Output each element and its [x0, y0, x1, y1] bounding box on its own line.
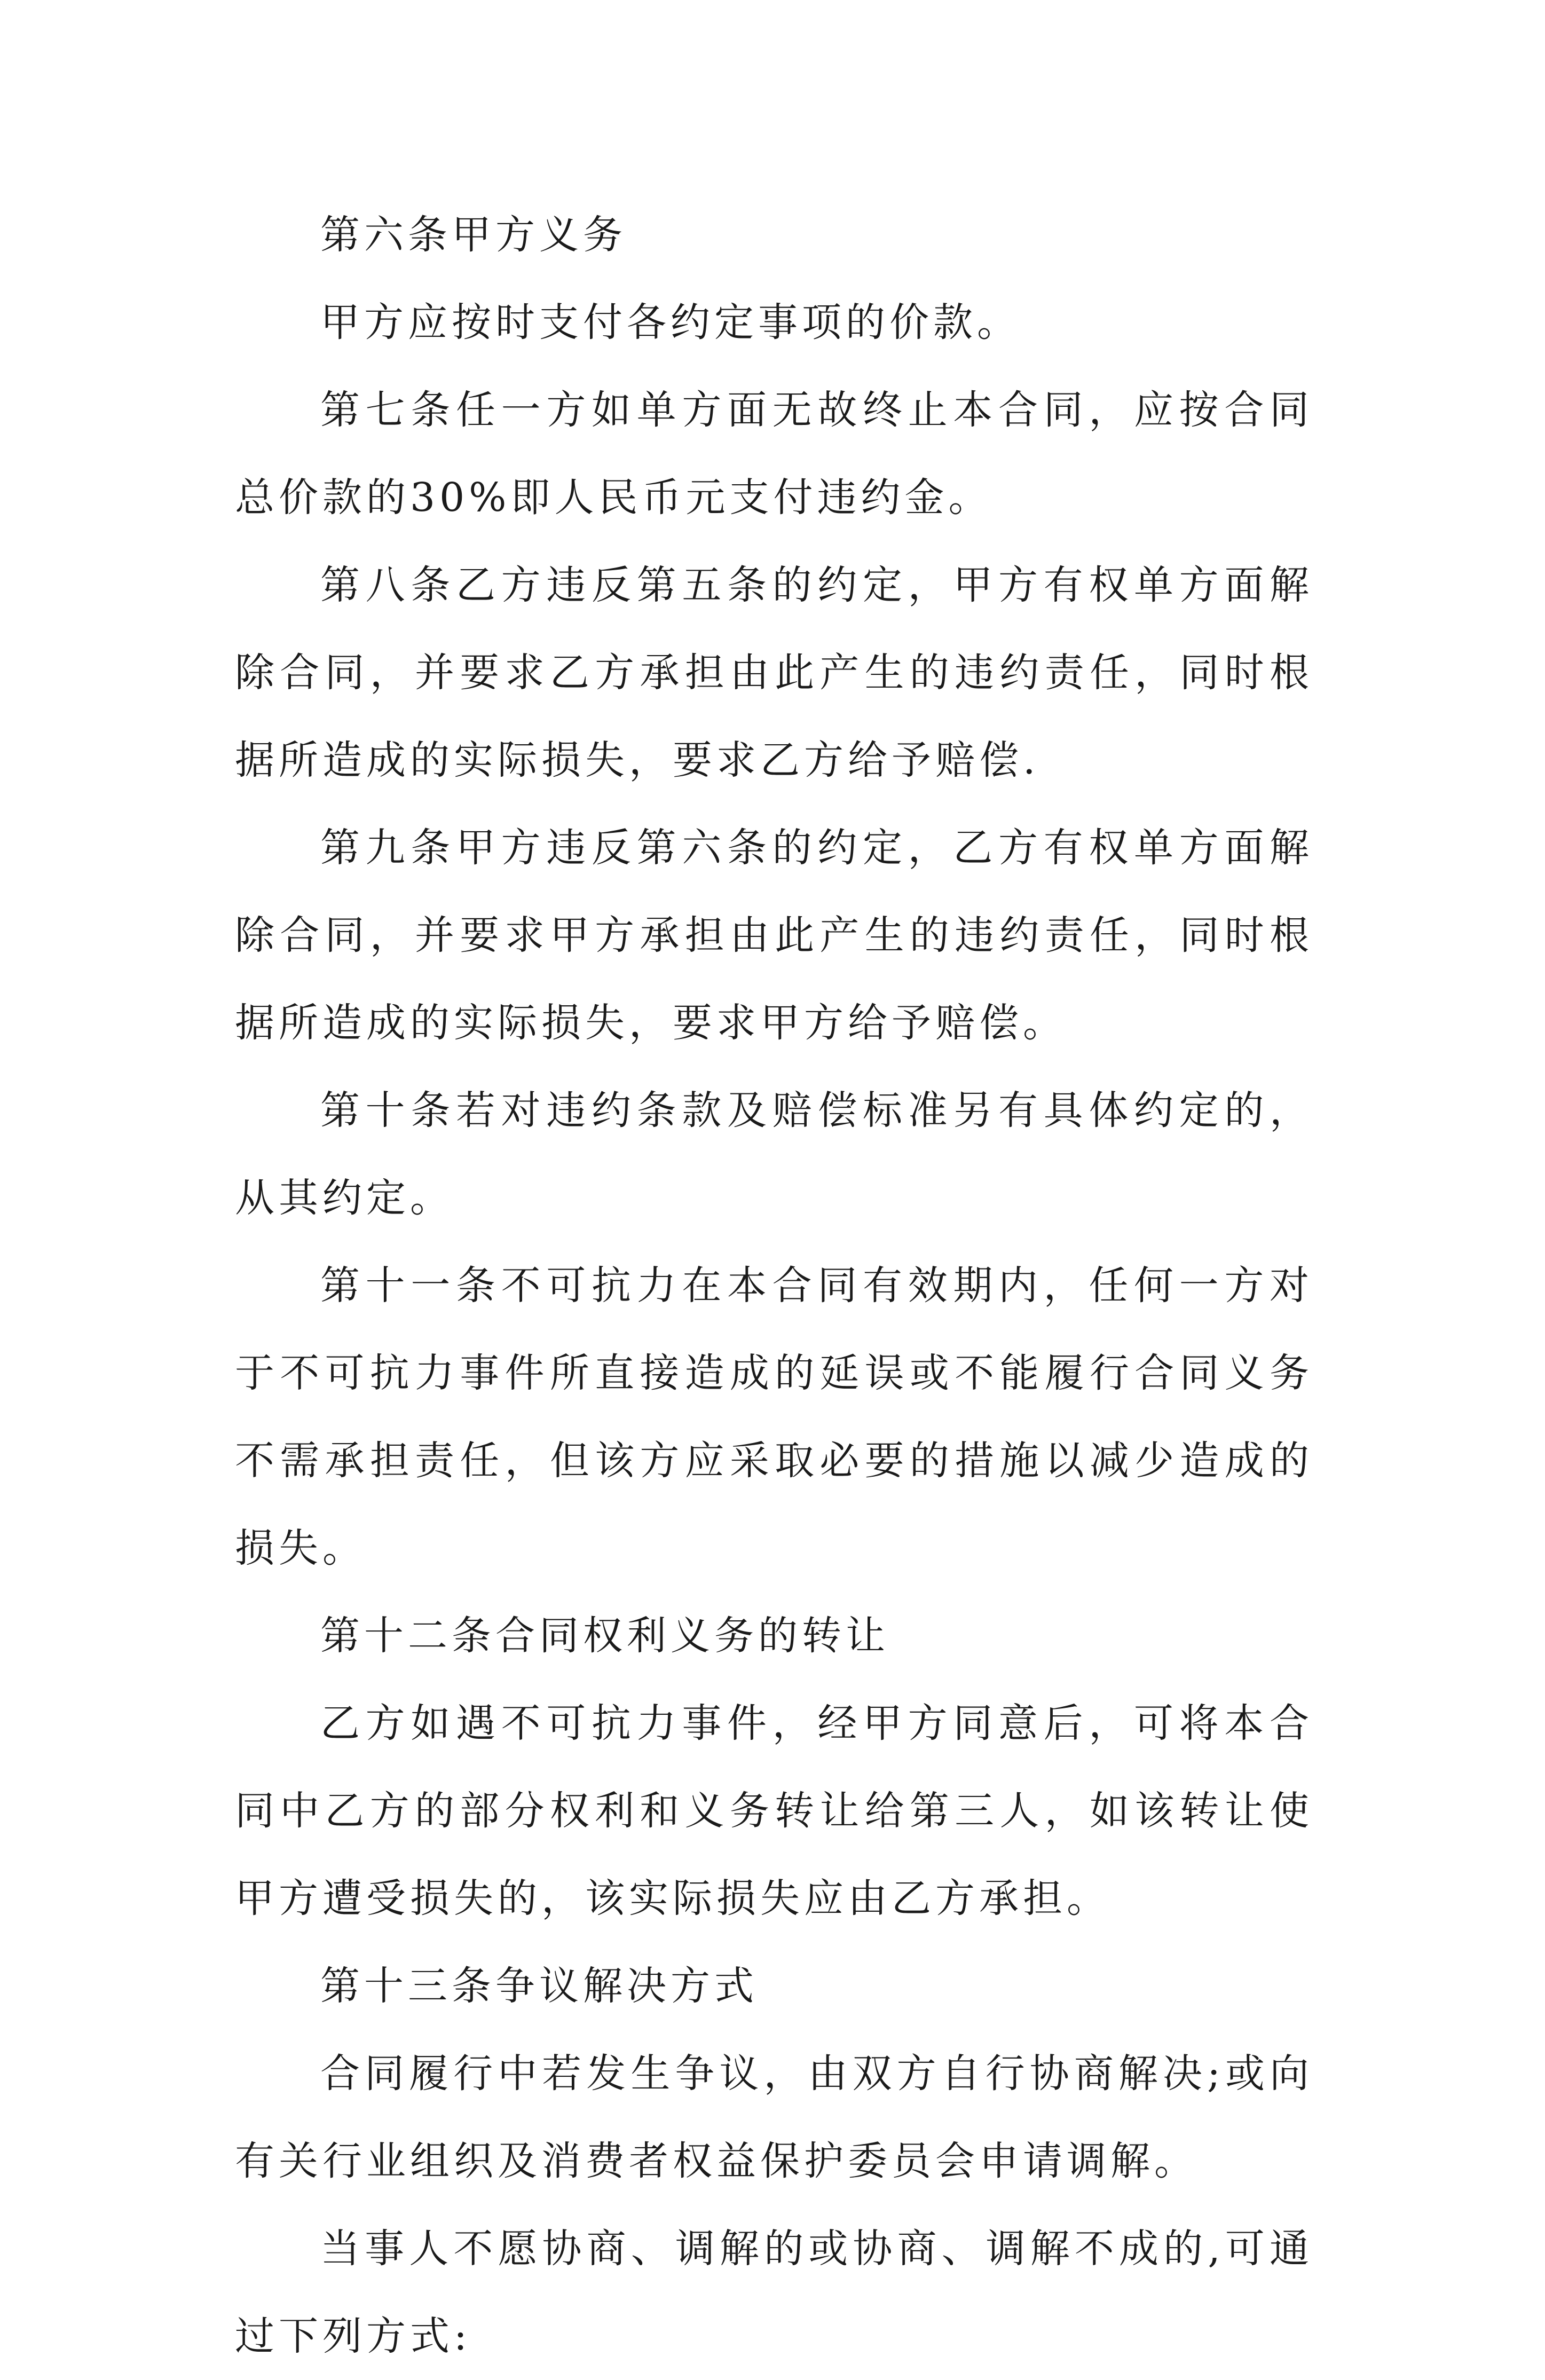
contract-text: [235, 191, 1313, 2380]
paragraph-article-11: 第十一条不可抗力在本合同有效期内，任何一方对于不可抗力事件所直接造成的延误或不能履行合同义务不需承担责任，但该方应采取必要的措施以减少造成的损失。: [235, 1263, 1313, 1571]
paragraph-article-13-body: 合同履行中若发生争议，由双方自行协商解决;或向有关行业组织及消费者权益保护委员会申请调解。: [235, 2051, 1313, 2184]
paragraph-article-7: 第七条任一方如单方面无故终止本合同，应按合同总价款的30%即人民币元支付违约金。: [235, 387, 1313, 521]
paragraph-article-8: 第八条乙方违反第五条的约定，甲方有权单方面解除合同，并要求乙方承担由此产生的违约责任，同时根据所造成的实际损失，要求乙方给予赔偿.: [235, 562, 1313, 783]
paragraph-article-13-options: 当事人不愿协商、调解的或协商、调解不成的,可通过下列方式:: [235, 2226, 1313, 2359]
paragraph-article-10: 第十条若对违约条款及赔偿标准另有具体约定的，从其约定。: [235, 1087, 1313, 1221]
paragraph-article-12-body: 乙方如遇不可抗力事件，经甲方同意后，可将本合同中乙方的部分权利和义务转让给第三人，如该转让使甲方遭受损失的，该实际损失应由乙方承担。: [235, 1700, 1313, 1921]
paragraph-article-12-title: 第十二条合同权利义务的转让: [320, 1613, 889, 1659]
paragraph-article-13-title: 第十三条争议解决方式: [320, 1963, 758, 2009]
paragraph-article-9: 第九条甲方违反第六条的约定，乙方有权单方面解除合同，并要求甲方承担由此产生的违约责任，同时根据所造成的实际损失，要求甲方给予赔偿。: [235, 825, 1313, 1046]
paragraph-article-6-title: 第六条甲方义务: [320, 212, 627, 258]
paragraph-article-6-body: 甲方应按时支付各约定事项的价款。: [320, 300, 1021, 345]
